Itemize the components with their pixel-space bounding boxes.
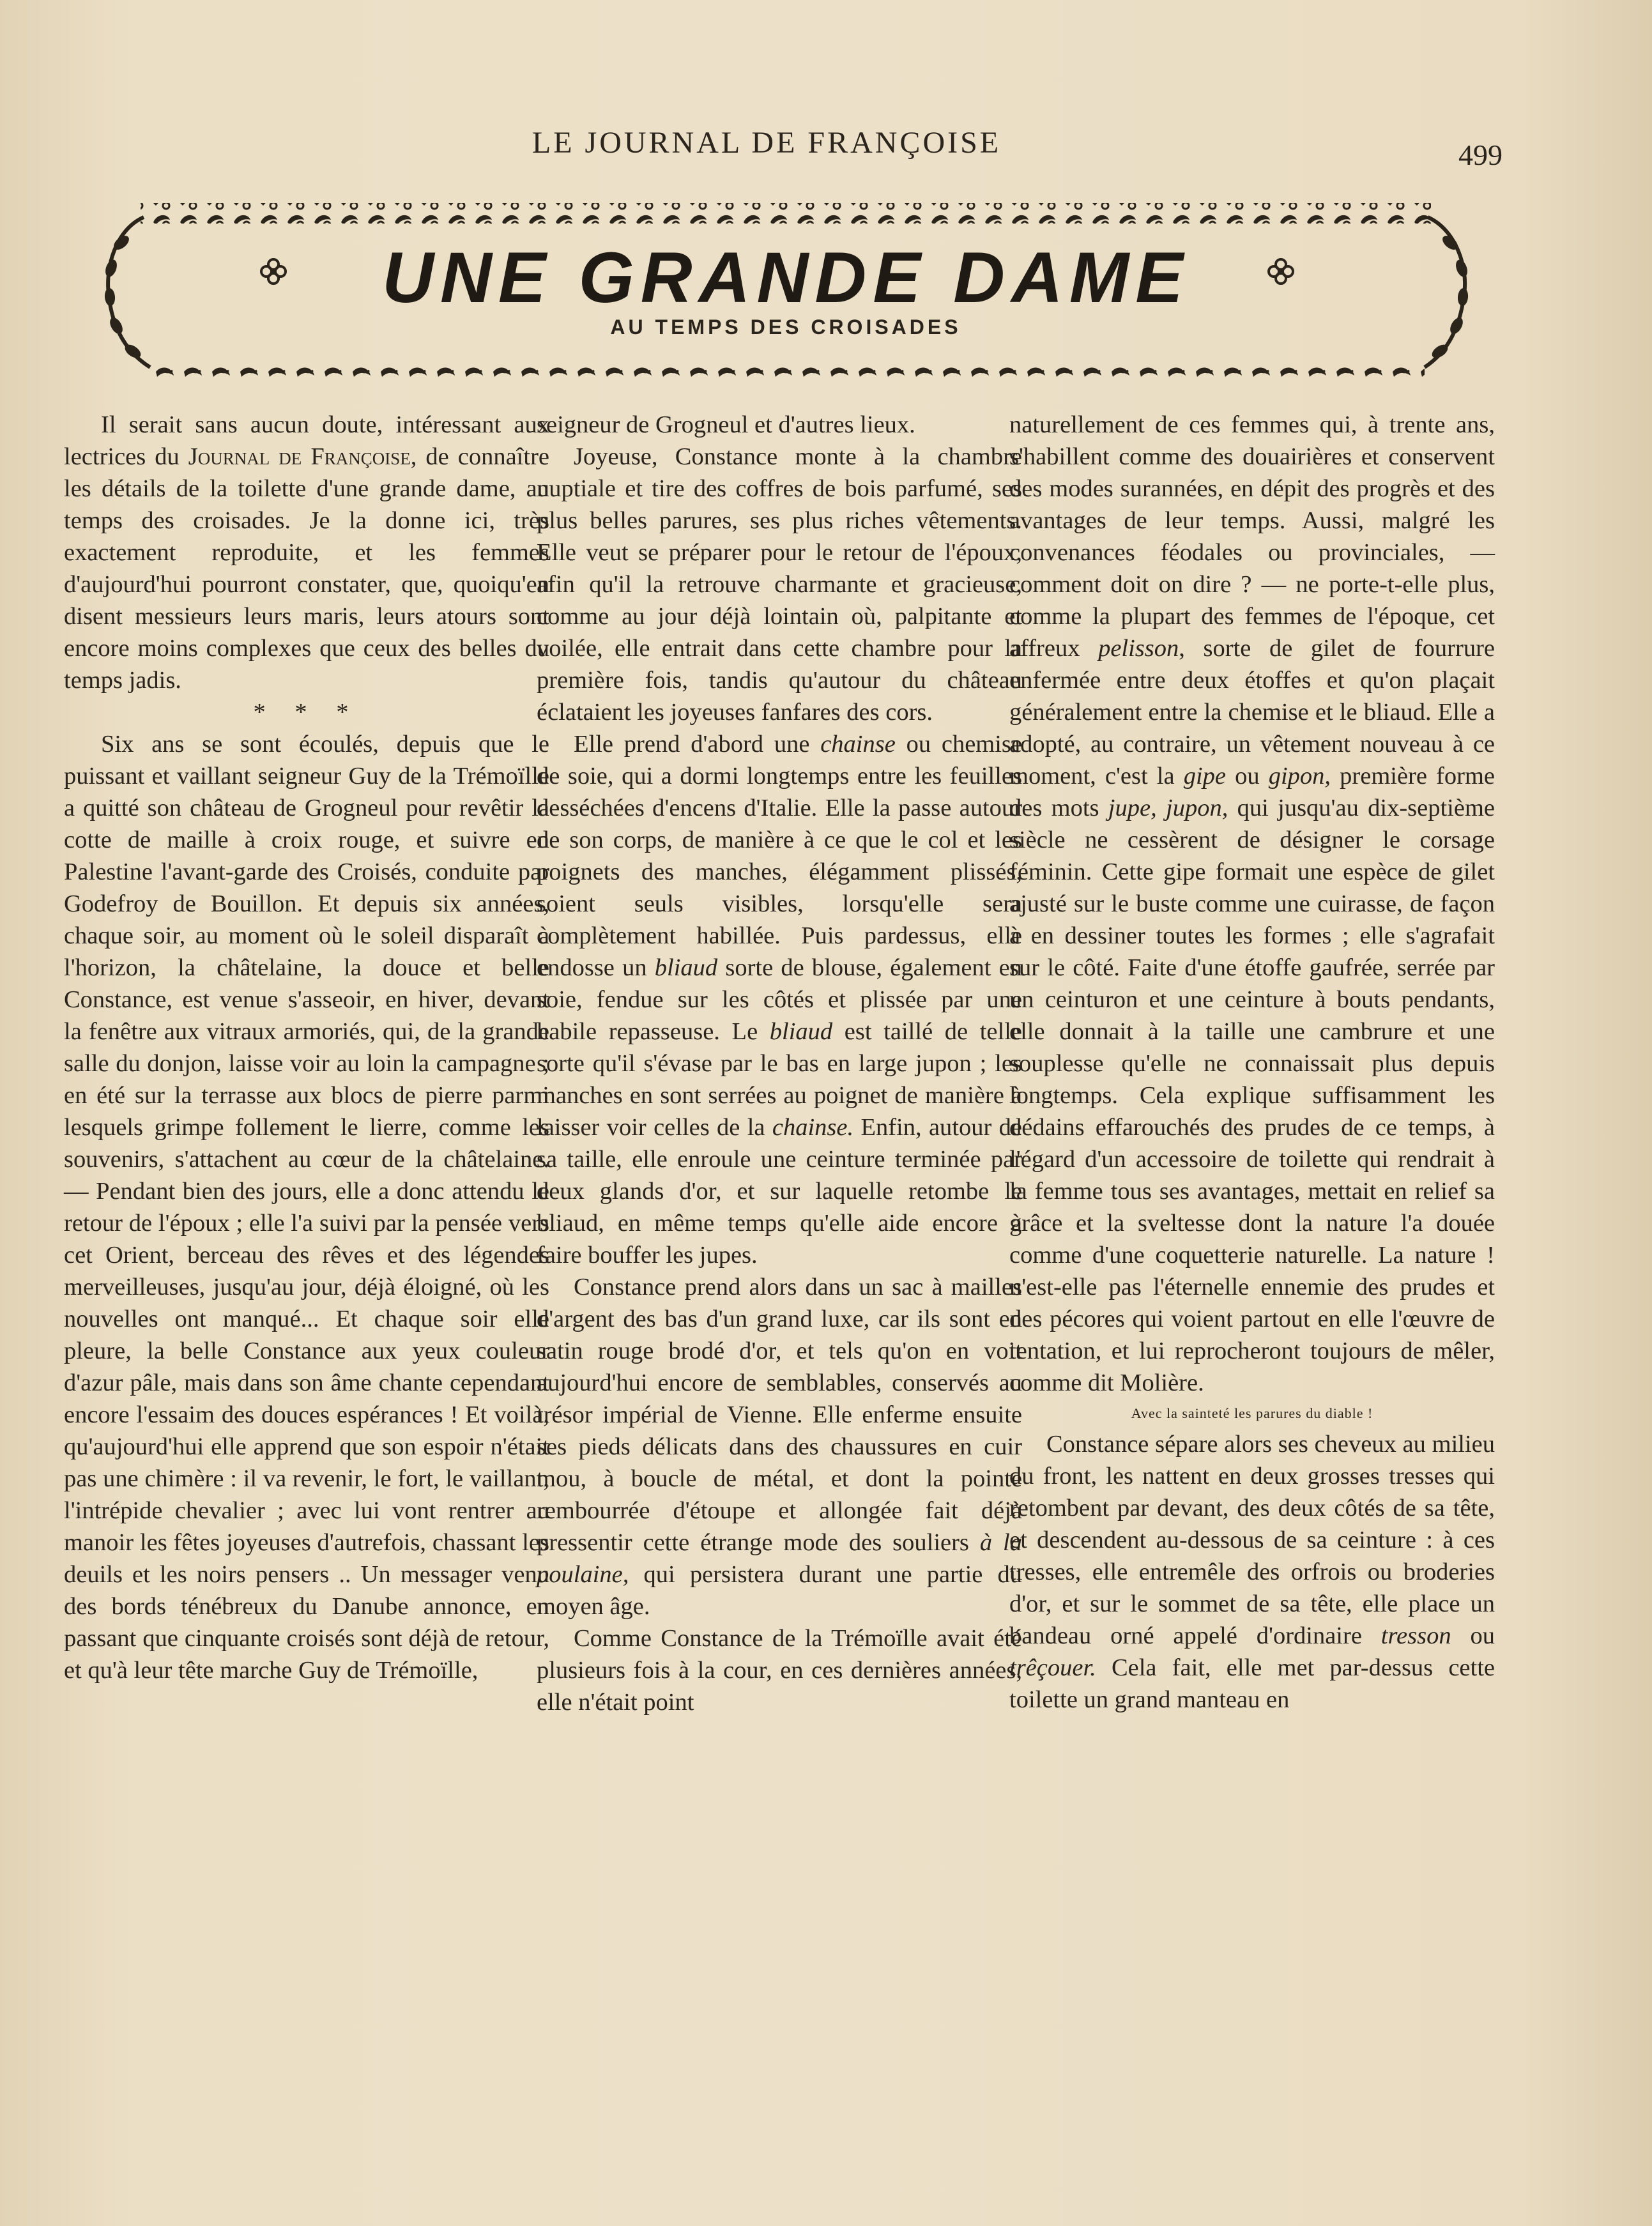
paragraph: Constance prend alors dans un sac à mailles d'argent des bas d'un grand luxe, car ils sont en satin rouge brodé d'or, et tels qu'on en voit aujourd'hui encore de semblables, conservés au trésor impérial de Vienne. Elle enferme ensuite ses pieds délicats dans des chaussures en cuir mou, à boucle de métal, et dont la pointe rembourrée d'étoupe et allongée fait déjà pressentir cette étrange mode des souliers à la poulaine, qui persistera durant une partie du moyen âge. [537, 1274, 1022, 1620]
text-column-3 [1009, 409, 1495, 1716]
article-subtitle: AU TEMPS DES CROISADES [610, 316, 961, 339]
paragraph: Six ans se sont écoulés, depuis que le puissant et vaillant seigneur Guy de la Trémoïlle a quitté son château de Grogneul pour revêtir la cotte de maille à croix rouge, et suivre en Palestine l'avant-garde des Croisés, conduite par Godefroy de Bouillon. Et depuis six années, chaque soir, au moment où le soleil disparaît à l'horizon, la châtelaine, la douce et belle Constance, est venue s'asseoir, en hiver, devant la fenêtre aux vitraux armoriés, qui, de la grande salle du donjon, laisse voir au loin la campagne ; en été sur la terrasse aux blocs de pierre parmi lesquels grimpe follement le lierre, comme les souvenirs, s'attachent au cœur de la châtelaine. — Pendant bien des jours, elle a donc attendu le retour de l'époux ; elle l'a suivi par la pensée vers cet Orient, berceau des rêves et des légendes merveilleuses, jusqu'au jour, déjà éloigné, où les nouvelles ont manqué... Et chaque soir elle pleure, la belle Constance aux yeux couleur d'azur pâle, mais dans son âme chante cependant encore l'essaim des douces espérances ! Et voilà, qu'aujourd'hui elle apprend que son espoir n'était pas une chimère : il va revenir, le fort, le vaillant, l'intrépide chevalier ; avec lui vont rentrer au manoir les fêtes joyeuses d'autrefois, chassant les deuils et les noirs pensers .. Un messager venu des bords ténébreux du Danube annonce, en passant que cinquante croisés sont déjà de retour, et qu'à leur tête marche Guy de Trémoïlle, [64, 731, 549, 1684]
paragraph: Constance sépare alors ses cheveux au milieu du front, les nattent en deux grosses tresses qui retombent par devant, des deux côtés de sa tête, et descendent au-dessous de sa ceinture : à ces tresses, elle entremêle des orfrois ou broderies d'or, et sur le sommet de sa tête, elle place un bandeau orné appelé d'ordinaire tresson ou trêçouer. Cela fait, elle met par-dessus cette toilette un grand manteau en [1009, 1431, 1495, 1713]
paragraph: Joyeuse, Constance monte à la chambre nuptiale et tire des coffres de bois parfumé, ses plus belles parures, ses plus riches vêtements. Elle veut se préparer pour le retour de l'époux, afin qu'il la retrouve charmante et gracieuse, comme au jour déjà lointain où, palpitante et voilée, elle entrait dans cette chambre pour la première fois, tandis qu'autour du château éclataient les joyeuses fanfares des cors. [537, 443, 1022, 726]
section-separator: * * * [253, 699, 360, 726]
paragraph: Elle prend d'abord une chainse ou chemise de soie, qui a dormi longtemps entre les feuilles desséchées d'encens d'Italie. Elle la passe autour de son corps, de manière à ce que le col et les poignets des manches, élégamment plissés, soient seuls visibles, lorsqu'elle sera complètement habillée. Puis pardessus, elle endosse un bliaud sorte de blouse, également en soie, fendue sur les côtés et plissée par une habile repasseuse. Le bliaud est taillé de telle sorte qu'il s'évase par le bas en large jupon ; les manches en sont serrées au poignet de manière à laisser voir celles de la chainse. Enfin, autour de sa taille, elle enroule une ceinture terminée par deux glands d'or, et sur laquelle retombe le bliaud, en même temps qu'elle aide encore à faire bouffer les jupes. [537, 731, 1023, 1269]
page-number: 499 [1458, 139, 1503, 171]
verse-quote: Avec la sainteté les parures du diable ! [1131, 1405, 1373, 1421]
paragraph: Il serait sans aucun doute, intéressant aux lectrices du Journal de Françoise, de connaître les détails de la toilette d'une grande dame, au temps des croisades. Je la donne ici, très exactement reproduite, et les femmes d'aujourd'hui pourront constater, que, quoiqu'en disent messieurs leurs maris, leurs atours sont encore moins complexes que ceux des belles du temps jadis. [64, 411, 549, 694]
paragraph: seigneur de Grogneul et d'autres lieux. [537, 411, 915, 438]
journal-name: Journal de Françoise [188, 443, 411, 470]
article-title: UNE GRANDE DAME [382, 238, 1189, 317]
paragraph: naturellement de ces femmes qui, à trente ans, s'habillent comme des douairières et conservent des modes surannées, en dépit des progrès et des avantages de leur temps. Aussi, malgré les convenances féodales ou provinciales, — comment doit on dire ? — ne porte-t-elle plus, comme la plupart des femmes de l'époque, cet affreux pelisson, sorte de gilet de fourrure enfermée entre deux étoffes et qu'on plaçait généralement entre la chemise et le bliaud. Elle a adopté, au contraire, un vêtement nouveau à ce moment, c'est la gipe ou gipon, première forme des mots jupe, jupon, qui jusqu'au dix-septième siècle ne cessèrent de désigner le corsage féminin. Cette gipe formait une espèce de gilet ajusté sur le buste comme une cuirasse, de façon à en dessiner toutes les formes ; elle s'agrafait sur le côté. Faite d'une étoffe gaufrée, serrée par un ceinturon et une ceinture à bouts pendants, elle donnait à la taille une cambrure et une souplesse qu'elle ne connaissait plus depuis longtemps. Cela explique suffisamment les dédains effarouchés des prudes de ce temps, à l'égard d'un accessoire de toilette qui rendrait à la femme tous ses avantages, mettait en relief sa grâce et la sveltesse dont la nature l'a douée comme d'une coquetterie naturelle. La nature ! n'est-elle pas l'éternelle ennemie des prudes et des pécores qui voient partout en elle l'œuvre de tentation, et lui reprocheront toujours de mêler, comme dit Molière. [1009, 411, 1495, 1396]
paragraph: Comme Constance de la Trémoïlle avait été plusieurs fois à la cour, en ces dernières années, elle n'était point [537, 1625, 1022, 1716]
text-column-2 [537, 409, 1022, 1718]
text-column-1 [64, 409, 549, 1686]
running-head: LE JOURNAL DE FRANÇOISE [532, 126, 1002, 160]
